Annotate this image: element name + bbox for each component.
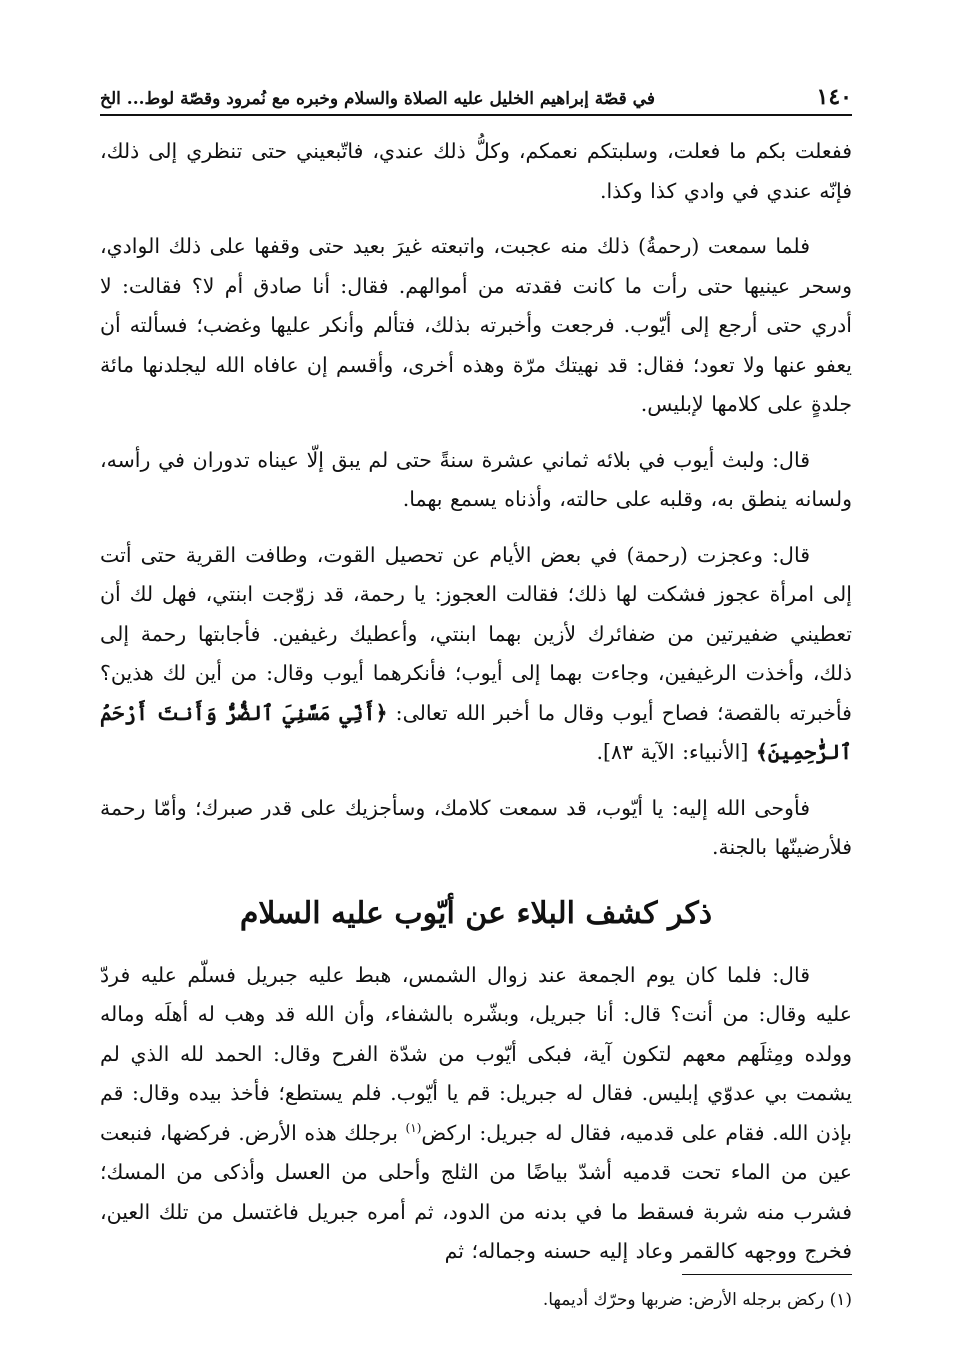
paragraph (100, 956, 852, 1272)
paragraph: ففعلت بكم ما فعلت، وسلبتكم نعمكم، وكلُّ ذلك عندي، فاتّبعيني حتى تنظري إلى ذلك، فإنّه عندي في وادي كذا وكذا. (100, 139, 852, 203)
body-text (100, 132, 852, 1272)
verse-citation: [الأنبياء: الآية ٨٣]. (596, 740, 749, 764)
paragraph-text: برجلك هذه الأرض. فركضها، فنبعت عين من الماء تحت قدميه أشدّ بياضًا من الثلج وأحلى من العسل وأذكى من المسك؛ فشرب منه شربة فسقط ما في بدنه من الدود، ثم أمره جبريل فاغتسل من تلك العين، فخرج ووجهه كالقمر وعاد إليه حسنه وجماله؛ ثم (100, 1120, 852, 1263)
footnote: (١) ركض برجله الأرض: ضربها وحرّك أديمها. (542, 1290, 852, 1310)
page-number: ١٤٠ (816, 84, 852, 110)
footnote-reference[interactable]: (١) (405, 1120, 422, 1135)
quran-verse: ﴿أَنِّي مَسَّنِيَ ٱلضُّرُّ وَأَنتَ أَرْحَمُ ٱلرَّٰحِمِينَ﴾ (100, 700, 852, 764)
book-page (100, 80, 852, 1340)
paragraph (100, 536, 852, 773)
paragraph: فأوحى الله إليه: يا أيّوب، قد سمعت كلامك، وسأجزيك على قدر صبرك؛ وأمّا رحمة فلأرضينّها بالجنة. (100, 795, 852, 859)
paragraph: قال: ولبث أيوب في بلائه ثماني عشرة سنةً حتى لم يبق إلّا عيناه تدوران في رأسه، ولسانه ينطق به، وقلبه على حالته، وأذناه يسمع بهما. (100, 447, 852, 511)
section-heading: ذكر كشف البلاء عن أيّوب عليه السلام (239, 895, 713, 931)
running-title: في قصّة إبراهيم الخليل عليه الصلاة والسلام وخبره مع نُمرود وقصّة لوط... الخ (100, 89, 655, 109)
running-header (100, 80, 852, 116)
paragraph-text: قال: فلما كان يوم الجمعة عند زوال الشمس، هبط عليه جبريل فسلّم عليه فردّ عليه وقال: من أنت؟ قال: أنا جبريل، وبشّره بالشفاء، وأن الله قد وهب له أهلَه وماله وولده ومِثلَهم معهم لتكون آية، فبكى أيّوب من شدّة الفرح وقال: الحمد لله الذي لم يشمت بي عدوّي إبليس. فقال له جبريل: قم يا أيّوب. فلم يستطع؛ فأخذ بيده وقال: قم بإذن الله. فقام على قدميه، فقال له جبريل: اركض (100, 962, 852, 1145)
footnote-divider (682, 1274, 852, 1275)
paragraph: فلما سمعت (رحمةُ) ذلك منه عجبت، واتبعته غيرَ بعيد حتى وقفها على ذلك الوادي، وسحر عينيها حتى رأت ما كانت فقدته من أموالهم. فقال: أنا صادق أم لا؟ فقالت: لا أدري حتى أرجع إلى أيّوب. فرجعت وأخبرته بذلك، فتألم وأنكر عليها وغضب؛ فسألته أن يعفو عنها ولا تعود؛ فقال: قد نهيتك مرّة وهذه أخرى، وأقسم إن عافاه الله ليجلدنها مائة جلدةٍ على كلامها لإبليس. (100, 234, 852, 416)
paragraph-text: قال: وعجزت (رحمة) في بعض الأيام عن تحصيل القوت، وطافت القرية حتى أتت إلى امرأة عجوز فشكت لها ذلك؛ فقالت العجوز: يا رحمة، قد زوّجت ابنتي، فهل لك أن تعطيني ضفيرتين من ضفائرك لأزين بهما ابنتي، وأعطيك رغيفين. فأجابتها رحمة إلى ذلك، وأخذت الرغيفين، وجاءت بهما إلى أيوب؛ فأنكرهما أيوب وقال: من أين لك هذين؟ فأخبرته بالقصة؛ فصاح أيوب وقال ما أخبر الله تعالى: (100, 542, 852, 725)
